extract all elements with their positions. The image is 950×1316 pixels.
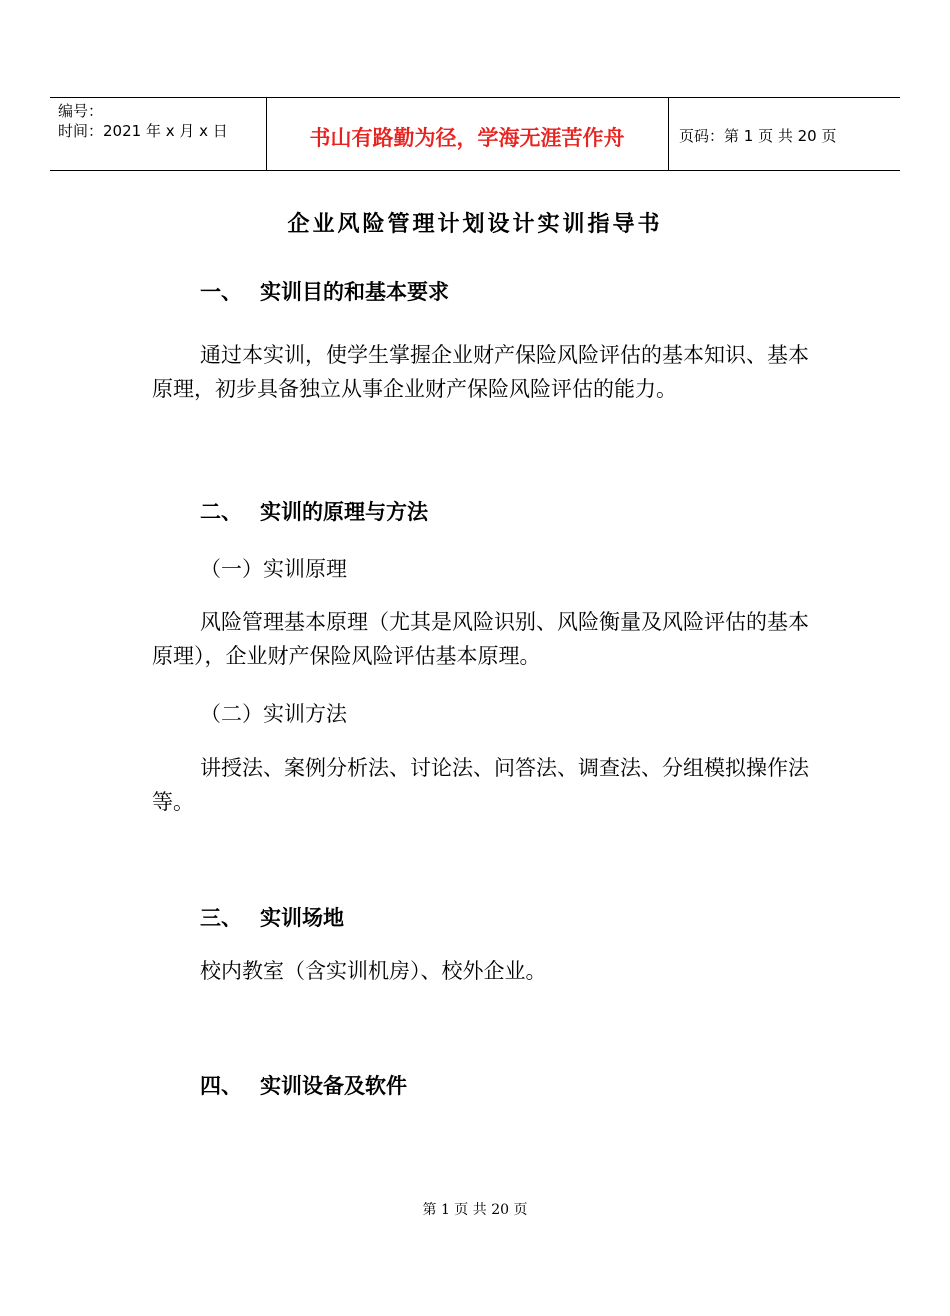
method-paragraph: 讲授法、案例分析法、讨论法、问答法、调查法、分组模拟操作法等。 xyxy=(152,756,809,814)
venue-paragraph: 校内教室（含实训机房）、校外企业。 xyxy=(200,959,547,983)
section-number: 三、 xyxy=(200,906,242,930)
section-heading-4 xyxy=(200,1070,407,1100)
section-title: 实训的原理与方法 xyxy=(260,500,428,524)
header-top-rule xyxy=(50,97,900,98)
header-divider-right xyxy=(668,97,669,171)
header-meta xyxy=(58,101,228,141)
section-title: 实训目的和基本要求 xyxy=(260,280,449,304)
section-number: 一、 xyxy=(200,280,242,304)
header-bottom-rule xyxy=(50,170,900,171)
section-heading-3 xyxy=(200,902,344,932)
page-footer: 第 1 页 共 20 页 xyxy=(422,1202,528,1218)
header-page-info: 页码：第 1 页 共 20 页 xyxy=(679,127,837,145)
section-title: 实训设备及软件 xyxy=(260,1074,407,1098)
section-title: 实训场地 xyxy=(260,906,344,930)
section-heading-2 xyxy=(200,496,428,526)
section-number: 二、 xyxy=(200,500,242,524)
subheading-method: （二）实训方法 xyxy=(200,702,347,726)
purpose-paragraph: 通过本实训，使学生掌握企业财产保险风险评估的基本知识、基本原理，初步具备独立从事企业财产保险风险评估的能力。 xyxy=(152,343,809,401)
subheading-principle: （一）实训原理 xyxy=(200,557,347,581)
time-label: 时间：2021 年 x 月 x 日 xyxy=(58,122,228,140)
document-title: 企业风险管理计划设计实训指导书 xyxy=(287,211,663,237)
header-motto: 书山有路勤为径，学海无涯苦作舟 xyxy=(309,126,625,150)
number-label: 编号： xyxy=(58,102,104,120)
principle-paragraph: 风险管理基本原理（尤其是风险识别、风险衡量及风险评估的基本原理），企业财产保险风险评估基本原理。 xyxy=(152,610,809,668)
section-heading-1 xyxy=(200,276,449,306)
section-number: 四、 xyxy=(200,1074,242,1098)
